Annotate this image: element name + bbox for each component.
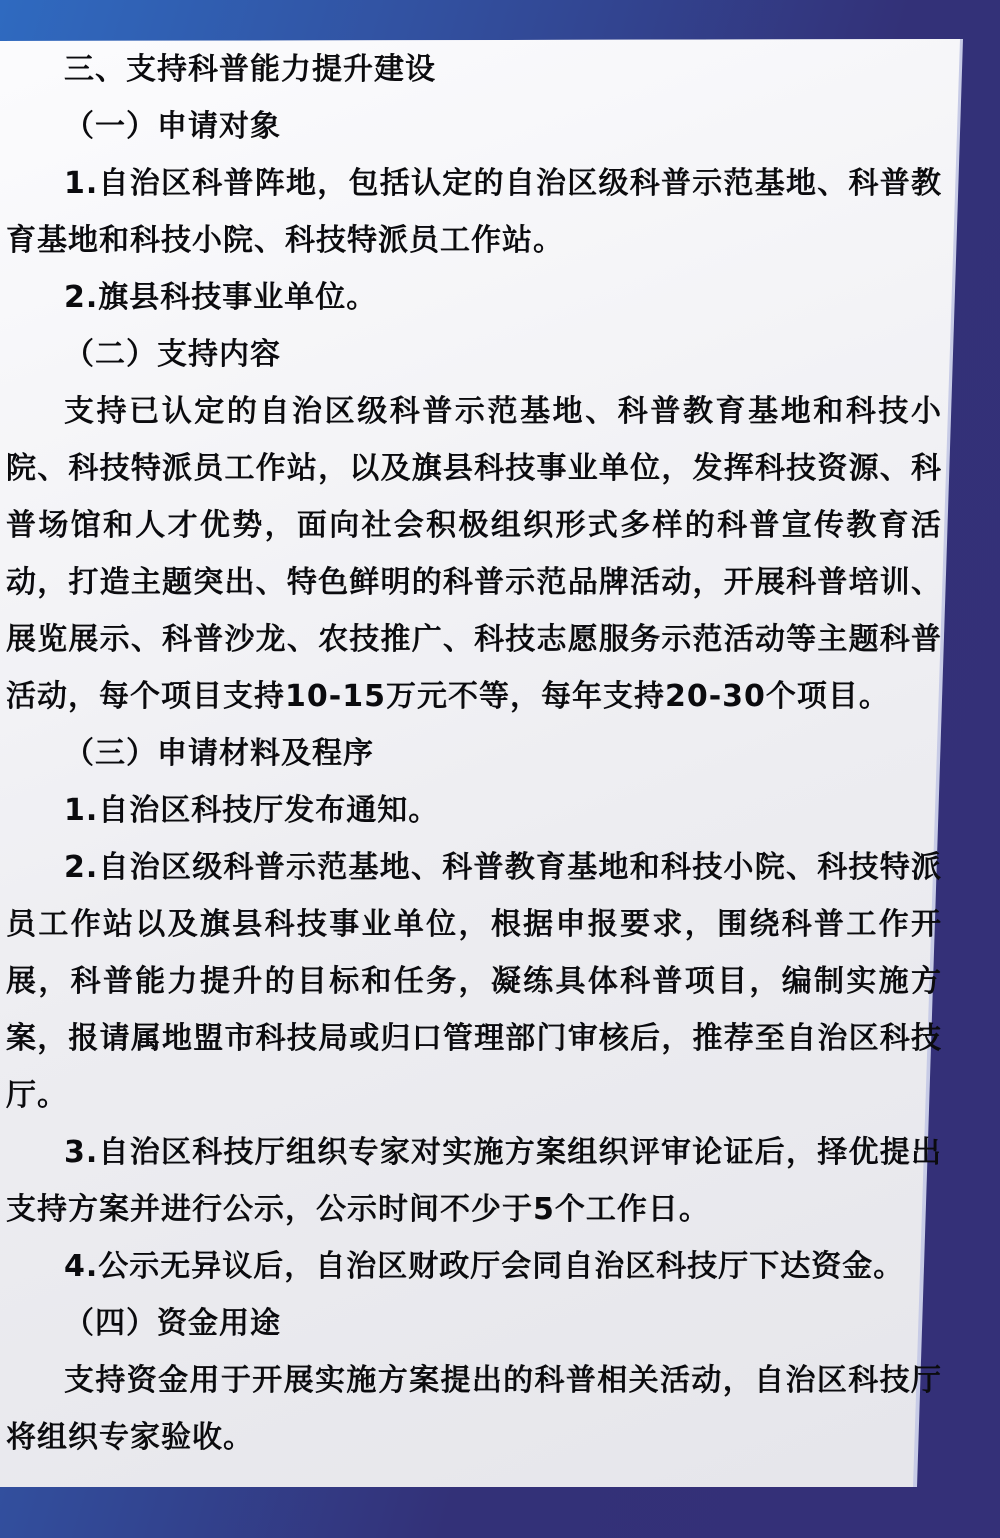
text-line: 育基地和科技小院、科技特派员工作站。 — [6, 223, 564, 258]
text-line: 3.自治区科技厅组织专家对实施方案组织评审论证后，择优提出 — [64, 1135, 942, 1170]
text-line: 4.公示无异议后，自治区财政厅会同自治区科技厅下达资金。 — [64, 1249, 905, 1284]
subsection-heading-3: （三）申请材料及程序 — [64, 736, 374, 771]
text-line: 2.自治区级科普示范基地、科普教育基地和科技小院、科技特派 — [64, 850, 942, 885]
text-line: 普场馆和人才优势，面向社会积极组织形式多样的科普宣传教育活 — [6, 508, 942, 543]
subsection-heading-2: （二）支持内容 — [64, 337, 281, 372]
subsection-heading-1: （一）申请对象 — [64, 109, 281, 144]
text-line: 活动，每个项目支持10-15万元不等，每年支持20-30个项目。 — [6, 679, 890, 714]
text-line: 院、科技特派员工作站，以及旗县科技事业单位，发挥科技资源、科 — [6, 451, 942, 486]
text-line: 动，打造主题突出、特色鲜明的科普示范品牌活动，开展科普培训、 — [6, 565, 942, 600]
text-line: 展览展示、科普沙龙、农技推广、科技志愿服务示范活动等主题科普 — [6, 622, 942, 657]
text-line: 1.自治区科普阵地，包括认定的自治区级科普示范基地、科普教 — [64, 166, 942, 201]
subsection-heading-4: （四）资金用途 — [64, 1306, 281, 1341]
text-line: 支持方案并进行公示，公示时间不少于5个工作日。 — [6, 1192, 710, 1227]
text-line: 支持已认定的自治区级科普示范基地、科普教育基地和科技小 — [64, 394, 942, 429]
text-line: 厅。 — [6, 1078, 68, 1113]
text-line: 案，报请属地盟市科技局或归口管理部门审核后，推荐至自治区科技 — [6, 1021, 942, 1056]
text-line: 2.旗县科技事业单位。 — [64, 280, 378, 315]
text-line: 1.自治区科技厅发布通知。 — [64, 793, 440, 828]
text-line: 展，科普能力提升的目标和任务，凝练具体科普项目，编制实施方 — [6, 964, 942, 999]
text-line: 员工作站以及旗县科技事业单位，根据申报要求，围绕科普工作开 — [6, 907, 942, 942]
text-line: 将组织专家验收。 — [6, 1420, 254, 1455]
text-line: 支持资金用于开展实施方案提出的科普相关活动，自治区科技厅 — [64, 1363, 942, 1398]
section-heading: 三、支持科普能力提升建设 — [64, 52, 436, 87]
